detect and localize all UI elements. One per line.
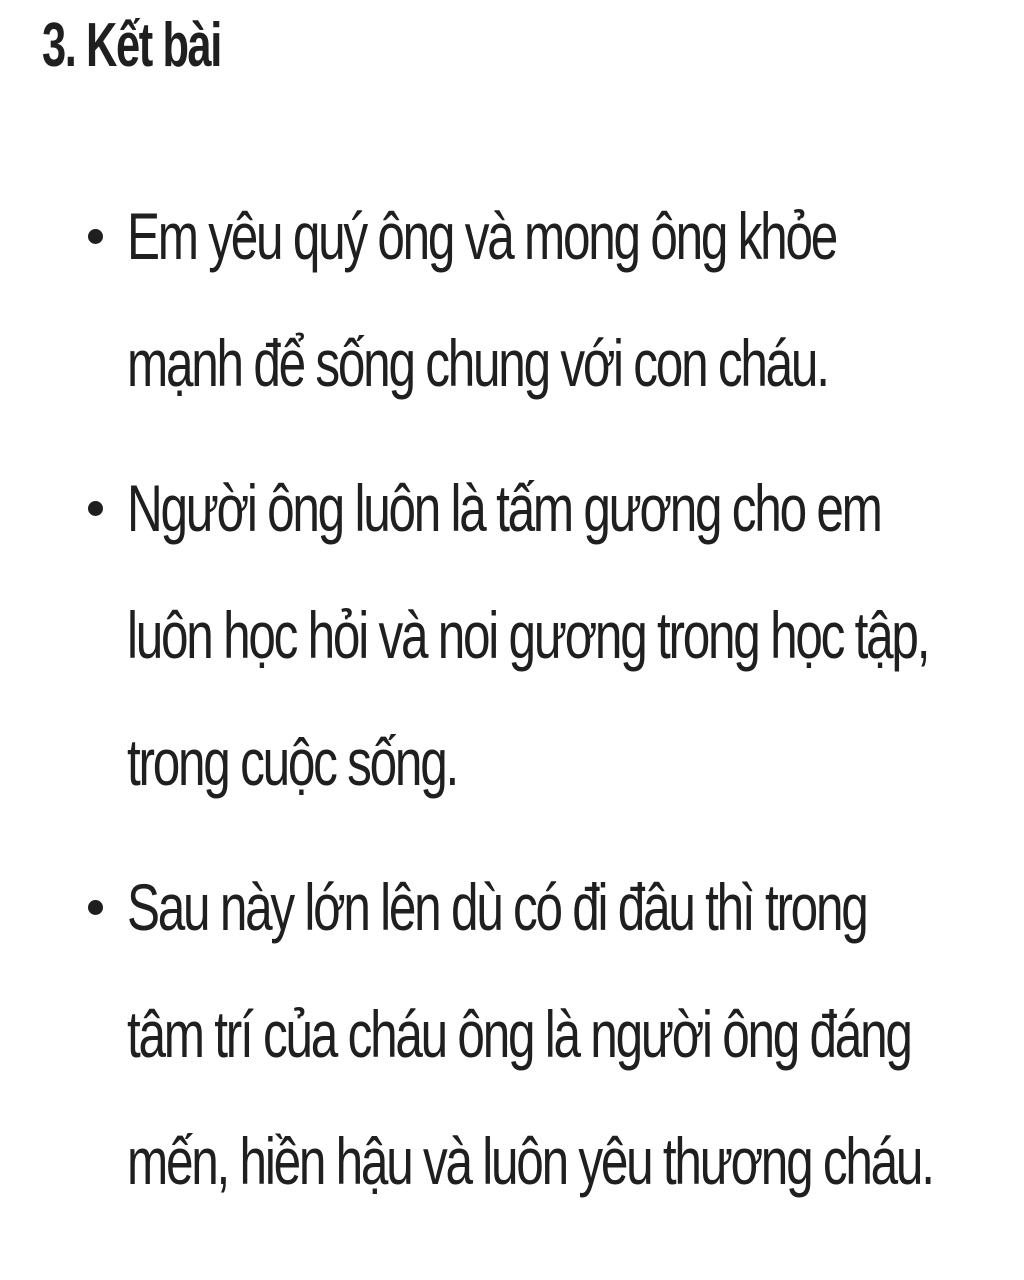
text-line: tâm trí của cháu ông là người ông đáng	[127, 997, 911, 1071]
bullet-icon	[88, 501, 103, 516]
list-item-text	[127, 445, 1024, 826]
bullet-icon	[88, 229, 103, 244]
text-line: Sau này lớn lên dù có đi đâu thì trong	[127, 870, 867, 944]
text-line: Em yêu quý ông và mong ông khỏe	[127, 199, 837, 273]
list-item	[88, 445, 1024, 826]
document-page	[0, 10, 1024, 1280]
text-line: mạnh để sống chung với con cháu.	[127, 326, 828, 400]
list-item-text	[127, 844, 1024, 1225]
bullet-icon	[88, 900, 103, 915]
text-line: trong cuộc sống.	[127, 725, 457, 799]
list-item	[88, 173, 1024, 427]
text-line: mến, hiền hậu và luôn yêu thương cháu.	[127, 1124, 933, 1198]
list-item-text	[127, 173, 1024, 427]
text-line: Người ông luôn là tấm gương cho em	[127, 471, 881, 545]
list-item	[88, 844, 1024, 1225]
section-heading: 3. Kết bài	[42, 11, 221, 80]
text-line: luôn học hỏi và noi gương trong học tập,	[127, 598, 929, 672]
outline-list	[88, 173, 1024, 1225]
